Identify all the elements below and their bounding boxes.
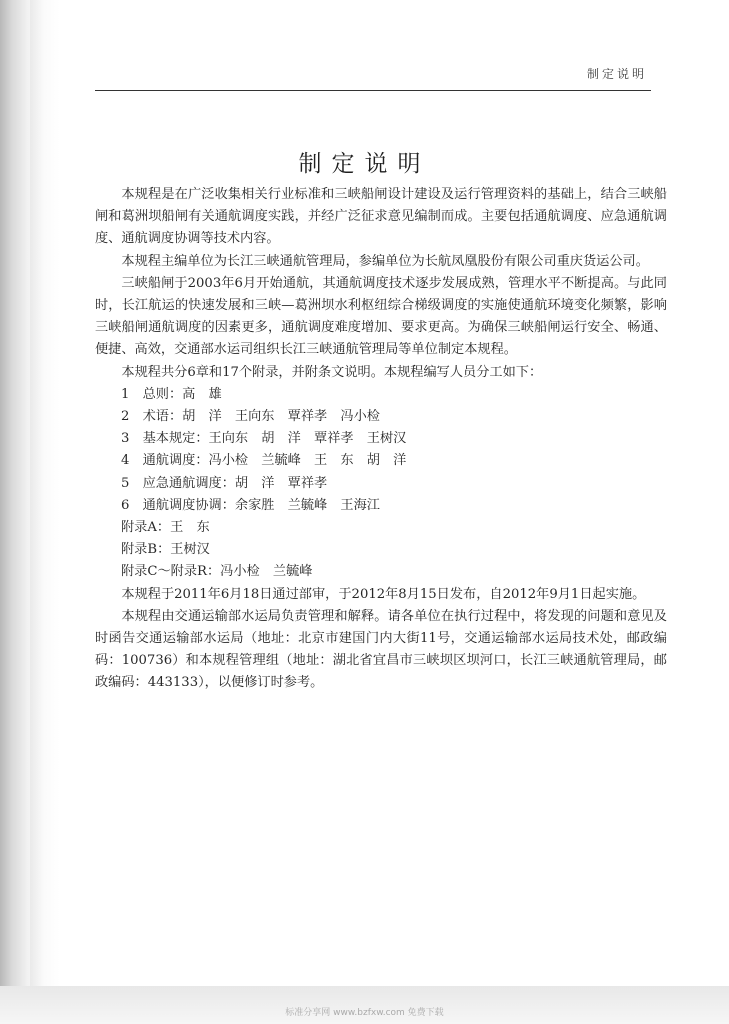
watermark-text: 标准分享网 www.bzfxw.com 免费下载 bbox=[285, 1008, 444, 1018]
author-list-item: 2 术语：胡 洋 王向东 覃祥孝 冯小检 bbox=[121, 409, 380, 425]
author-list bbox=[95, 384, 667, 584]
header-rule bbox=[95, 90, 651, 91]
author-list-item: 5 应急通航调度：胡 洋 覃祥孝 bbox=[121, 475, 328, 491]
paragraph: 本规程主编单位为长江三峡通航管理局，参编单位为长航凤凰股份有限公司重庆货运公司。 bbox=[121, 253, 649, 269]
paragraph: 三峡船闸于2003年6月开始通航，其通航调度技术逐步发展成熟，管理水平不断提高。与此同时，长江航运的快速发展和三峡—葛洲坝水利枢纽综合梯级调度的实施使通航环境变化频繁，影响三峡船闸通航调度的因素更多，通航调度难度增加、要求更高。为确保三峡船闸运行安全、畅通、便捷、高效，交通部水运司组织长江三峡通航管理局等单位制定本规程。 bbox=[95, 275, 667, 358]
paragraph: 本规程共分6章和17个附录，并附条文说明。本规程编写人员分工如下： bbox=[121, 364, 543, 380]
author-list-item: 3 基本规定：王向东 胡 洋 覃祥孝 王树汉 bbox=[121, 431, 407, 447]
running-header: 制定说明 bbox=[586, 67, 647, 81]
document-body bbox=[95, 184, 667, 695]
author-list-item: 6 通航调度协调：余家胜 兰毓峰 王海江 bbox=[121, 497, 380, 513]
paragraph: 本规程由交通运输部水运局负责管理和解释。请各单位在执行过程中，将发现的问题和意见及时函告交通运输部水运局（地址：北京市建国门内大街11号，交通运输部水运局技术处，邮政编码：100736）和本规程管理组（地址：湖北省宜昌市三峡坝区坝河口，长江三峡通航管理局，邮政编码：443133），以便修订时参考。 bbox=[95, 608, 667, 691]
author-list-item: 1 总则：高 雄 bbox=[121, 386, 222, 402]
author-list-item: 附录A：王 东 bbox=[121, 520, 210, 536]
author-list-item: 附录C～附录R：冯小检 兰毓峰 bbox=[121, 564, 313, 580]
paragraph: 本规程是在广泛收集相关行业标准和三峡船闸设计建设及运行管理资料的基础上，结合三峡船闸和葛洲坝船闸有关通航调度实践，并经广泛征求意见编制而成。主要包括通航调度、应急通航调度、通航调度协调等技术内容。 bbox=[95, 187, 667, 247]
page-title: 制定说明 bbox=[298, 151, 431, 177]
author-list-item: 附录B：王树汉 bbox=[121, 542, 210, 558]
author-list-item: 4 通航调度：冯小检 兰毓峰 王 东 胡 洋 bbox=[121, 453, 407, 469]
paragraph: 本规程于2011年6月18日通过部审，于2012年8月15日发布，自2012年9月1日起实施。 bbox=[121, 586, 646, 602]
